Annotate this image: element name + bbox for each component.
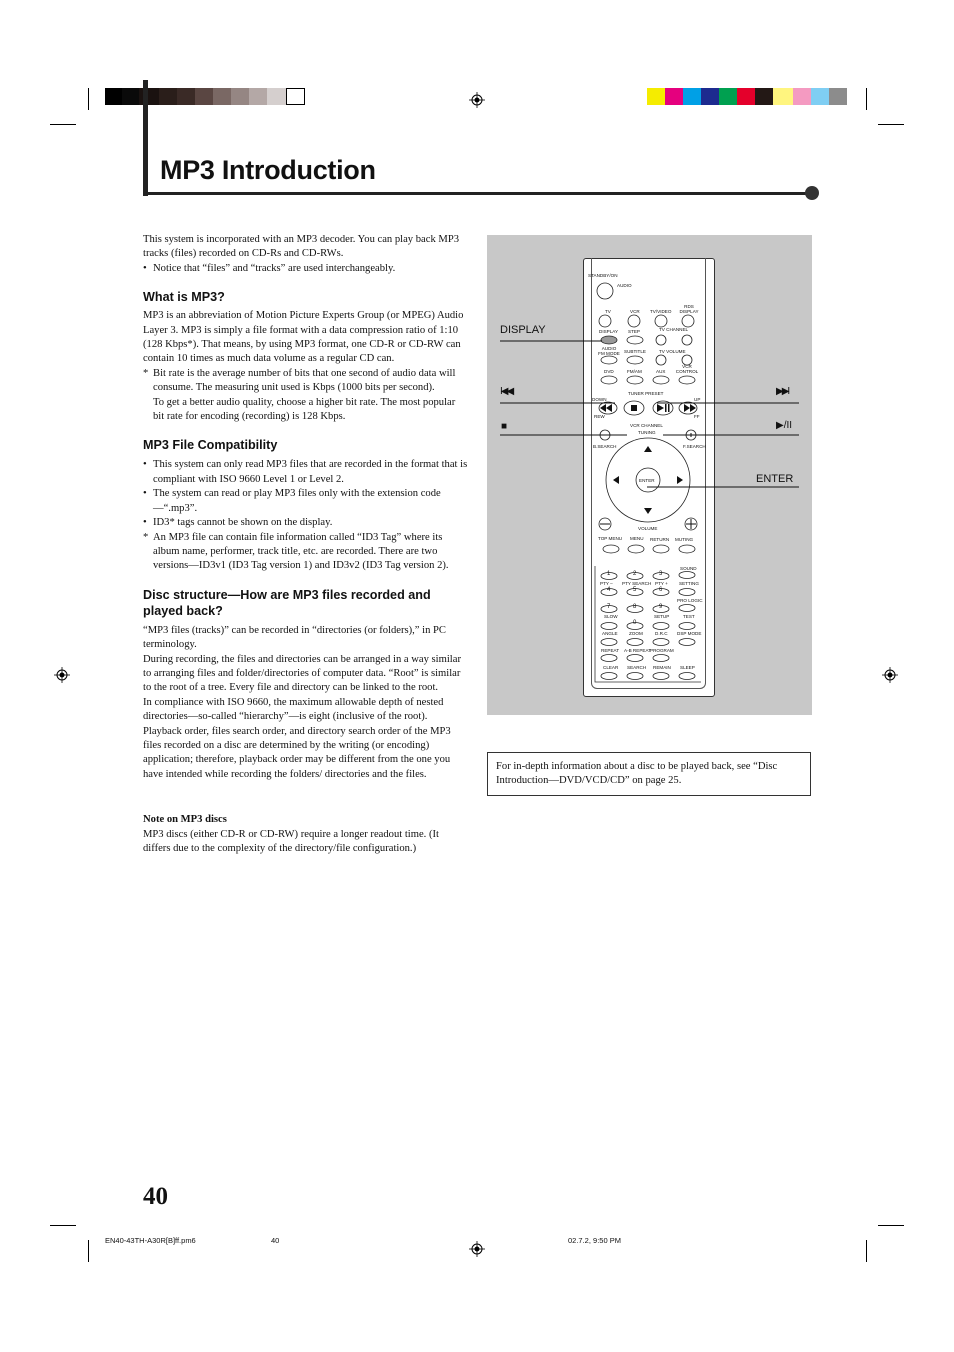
remote-label-standby: STANDBY/ON bbox=[588, 273, 618, 278]
remote-label-4: 4 bbox=[607, 587, 611, 593]
remote-label-up: UP bbox=[694, 397, 701, 402]
remote-label-down: DOWN bbox=[592, 397, 607, 402]
title-vertical-bar bbox=[143, 80, 148, 196]
remote-label-ptyplus: PTY + bbox=[655, 581, 668, 586]
section-heading-disc: Disc structure—How are MP3 files recorded and played back? bbox=[143, 587, 431, 618]
remote-label-3: 3 bbox=[659, 571, 663, 577]
remote-label-vcrcontrol: VCR CONTROL bbox=[675, 364, 699, 374]
what-is-paragraph: MP3 is an abbreviation of Motion Picture Experts Group (or MPEG) Audio Layer 3. MP3 is simply a file format with a data compression ratio of 1:10 (128 Kbps*). That means, by using MP3 format, one CD-R or CD-RW can contain 10 times as much data volume as a regular CD can. bbox=[143, 310, 464, 365]
remote-label-vcr: VCR bbox=[630, 309, 640, 314]
remote-label-sound: SOUND bbox=[680, 566, 697, 571]
remote-label-ff: FF bbox=[694, 414, 700, 419]
remote-label-setup: SETUP bbox=[654, 614, 670, 619]
footer-file: EN40-43TH-A30R[B]ff.pm6 bbox=[105, 1236, 196, 1245]
section-heading-what-is: What is MP3? bbox=[143, 290, 225, 305]
footer-page: 40 bbox=[271, 1236, 280, 1245]
remote-label-5: 5 bbox=[633, 587, 637, 593]
remote-label-enter: ENTER bbox=[639, 478, 655, 483]
note-heading: Note on MP3 discs bbox=[143, 814, 227, 826]
remote-label-volume: VOLUME bbox=[638, 526, 658, 531]
left-column bbox=[143, 233, 469, 856]
intro-paragraph: This system is incorporated with an MP3 decoder. You can play back MP3 tracks (files) recorded on CD-Rs and CD-RWs. bbox=[143, 234, 460, 260]
remote-label-rds: RDS DISPLAY bbox=[679, 304, 699, 314]
remote-label-dspmode: DSP MODE bbox=[677, 631, 702, 636]
compat-bullet-3: • ID3* tags cannot be shown on the display. bbox=[143, 517, 333, 529]
registration-mark-icon bbox=[882, 667, 898, 683]
remote-label-dvd: DVD bbox=[604, 369, 614, 374]
remote-label-fmam: FM/AM bbox=[627, 369, 642, 374]
remote-label-ptyminus: PTY – bbox=[600, 581, 613, 586]
disc-paragraph-3: In compliance with ISO 9660, the maximum allowable depth of nested directories—so-called “hierarchy”—is eight (inclusive of the root). bbox=[143, 696, 444, 723]
remote-label-slow: SLOW bbox=[604, 614, 618, 619]
compat-bullet-1: • This system can only read MP3 files that are recorded in the format that is compliant with ISO 9660 Level 1 or Level 2. bbox=[143, 459, 468, 485]
remote-label-test: TEST bbox=[683, 614, 695, 619]
callout-next: ▶▶I bbox=[776, 386, 789, 397]
remote-label-step: STEP bbox=[628, 329, 640, 334]
remote-label-tvvolume: TV VOLUME bbox=[659, 349, 686, 354]
remote-label-tuning: TUNING bbox=[638, 430, 656, 435]
bitrate-note: * Bit rate is the average number of bits that one second of audio data will consume. The measuring unit used is Kbps (1000 bits per second). bbox=[143, 367, 456, 394]
remote-label-bsearch: B.SEARCH bbox=[593, 444, 617, 449]
remote-label-program: PROGRAM bbox=[650, 648, 674, 653]
remote-label-tvchannel: TV CHANNEL bbox=[659, 327, 689, 332]
remote-label-repeat: REPEAT bbox=[601, 648, 620, 653]
disc-paragraph-4: Playback order, files search order, and directory search order of the MP3 files recorded on a disc are determined by the writing (or encoding) application; therefore, playback order may be different from the one you have intended while recording the folders/ directories and the files. bbox=[143, 725, 451, 780]
remote-label-display: DISPLAY bbox=[599, 329, 619, 334]
intro-bullet: • Notice that “files” and “tracks” are used interchangeably. bbox=[143, 262, 396, 274]
remote-label-ptysearch: PTY SEARCH bbox=[622, 581, 652, 586]
id3-note: * An MP3 file can contain file information called “ID3 Tag” where its album name, performer, track title, etc. are recorded. There are two versions—ID3v1 (ID3 Tag version 1) and ID3v2 (ID3 Tag version 2). bbox=[143, 531, 449, 572]
remote-label-0: 0 bbox=[633, 620, 637, 626]
registration-mark-icon bbox=[469, 92, 485, 108]
remote-label-7: 7 bbox=[607, 604, 611, 610]
title-rule bbox=[143, 192, 808, 195]
remote-label-prologic: PRO LOGIC bbox=[677, 598, 703, 603]
info-box-text: For in-depth information about a disc to be played back, see “Disc Introduction—DVD/VCD/CD” on page 25. bbox=[496, 761, 778, 787]
remote-label-rew: REW bbox=[594, 414, 605, 419]
title-rule-dot bbox=[805, 186, 819, 200]
remote-label-topmenu: TOP MENU bbox=[598, 536, 623, 541]
remote-label-clear: CLEAR bbox=[603, 665, 619, 670]
remote-label-sleep: SLEEP bbox=[680, 665, 695, 670]
remote-label-tunerpreset: TUNER PRESET bbox=[628, 391, 664, 396]
remote-label-9: 9 bbox=[659, 604, 663, 610]
page-title: MP3 Introduction bbox=[160, 155, 376, 185]
remote-label-audio: AUDIO bbox=[617, 283, 632, 288]
remote-label-menu: MENU bbox=[630, 536, 644, 541]
remote-label-muting: MUTING bbox=[675, 537, 694, 542]
note-text: MP3 discs (either CD-R or CD-RW) require a longer readout time. (It differs due to the complexity of the directory/file configuration.) bbox=[143, 828, 439, 854]
page-number: 40 bbox=[143, 1183, 168, 1210]
remote-label-tv: TV bbox=[605, 309, 611, 314]
registration-mark-icon bbox=[54, 667, 70, 683]
disc-paragraph-2: During recording, the files and directories can be arranged in a way similar to arranging files and folder/directories of computer data. “Root” is similar to the root of a tree. Every file and directory can be linked to the root. bbox=[143, 653, 461, 694]
remote-label-6: 6 bbox=[659, 587, 663, 593]
remote-label-subtitle: SUBTITLE bbox=[624, 349, 646, 354]
remote-label-angle: ANGLE bbox=[602, 631, 618, 636]
remote-label-fsearch: F.SEARCH bbox=[683, 444, 706, 449]
callout-stop: ■ bbox=[501, 421, 508, 432]
remote-label-aux: AUX bbox=[656, 369, 666, 374]
bitrate-note-2: To get a better audio quality, choose a higher bit rate. The most popular bit rate for encoding (recording) is 128 Kbps. bbox=[153, 396, 456, 423]
remote-label-8: 8 bbox=[633, 604, 637, 610]
remote-label-vcrchannel: VCR CHANNEL bbox=[630, 423, 663, 428]
remote-label-1: 1 bbox=[607, 571, 611, 577]
remote-label-remain: REMAIN bbox=[653, 665, 671, 670]
remote-label-2: 2 bbox=[633, 571, 637, 577]
remote-label-abrepeat: A-B REPEAT bbox=[624, 648, 651, 653]
remote-label-search: SEARCH bbox=[627, 665, 647, 670]
callout-display: DISPLAY bbox=[500, 324, 546, 336]
compat-bullet-2: • The system can read or play MP3 files only with the extension code—“.mp3”. bbox=[143, 488, 441, 514]
remote-label-zoom: ZOOM bbox=[629, 631, 643, 636]
registration-mark-icon bbox=[469, 1241, 485, 1257]
remote-label-setting: SETTING bbox=[679, 581, 699, 586]
callout-enter: ENTER bbox=[756, 473, 794, 485]
remote-label-drc: D.R.C bbox=[655, 631, 668, 636]
footer-date: 02.7.2, 9:50 PM bbox=[568, 1236, 621, 1245]
disc-paragraph-1: “MP3 files (tracks)” can be recorded in “directories (or folders),” in PC terminology. bbox=[143, 624, 446, 651]
section-heading-compat: MP3 File Compatibility bbox=[143, 438, 278, 453]
callout-prev: I◀◀ bbox=[500, 386, 513, 397]
callout-play-pause: ▶/II bbox=[776, 420, 793, 431]
remote-label-tvvideo: TV/VIDEO bbox=[650, 309, 672, 314]
info-box bbox=[487, 752, 811, 796]
remote-label-return: RETURN bbox=[650, 537, 670, 542]
remote-label-audiofm: AUDIO FM MODE bbox=[598, 346, 620, 356]
